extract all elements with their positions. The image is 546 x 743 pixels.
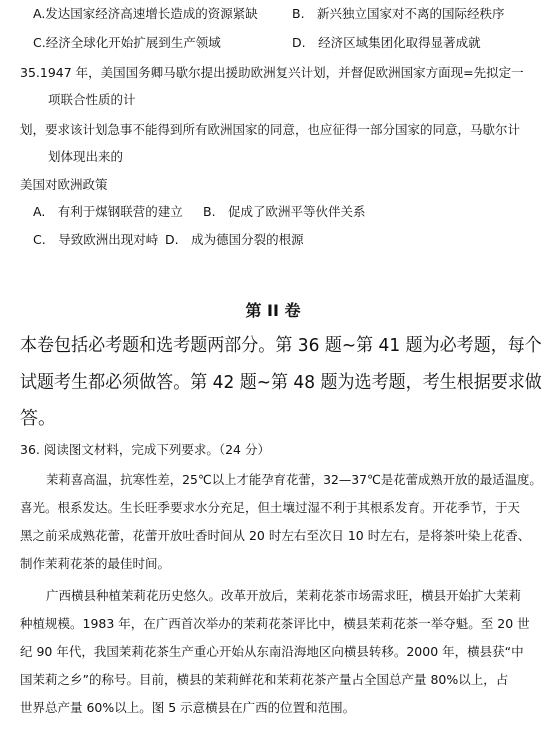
q35-option-c: C. 导致欧洲出现对峙	[33, 232, 159, 247]
section-title: 第 II 卷	[245, 301, 301, 320]
q35-stem-line3: 划，要求该计划急事不能得到所有欧洲国家的同意，也应征得一部分国家的同意，马歇尔计	[20, 122, 521, 137]
q34-option-b: B. 新兴独立国家对不离的国际经秩序	[292, 6, 505, 21]
q36-p1-line1: 茉莉喜高温，抗寒性差，25℃以上才能孕育花蕾，32—37℃是花蕾成熟开放的最适温度。	[46, 472, 542, 487]
q34-option-c: C.经济全球化开始扩展到生产领域	[33, 35, 221, 50]
q35-stem-line4: 划体现出来的	[48, 149, 124, 164]
q36-p1-line2: 喜光。根系发达。生长旺季要求水分充足，但土壤过湿不利于其根系发育。开花季节，于天	[20, 500, 521, 515]
section-intro-line3: 答。	[20, 408, 56, 429]
q36-p2-line2: 种植规模。1983 年，在广西首次举办的茉莉花茶评比中，横县茉莉花茶一举夺魁。至 20 世	[20, 616, 530, 631]
q36-p1-line4: 制作茉莉花茶的最佳时间。	[20, 556, 171, 571]
q35-stem-line5: 美国对欧洲政策	[20, 177, 108, 192]
q35-stem-line2: 项联合性质的计	[48, 92, 136, 107]
section-intro-line1: 本卷包括必考题和选考题两部分。第 36 题~第 41 题为必考题，每个	[20, 335, 542, 356]
q35-option-d: D. 成为德国分裂的根源	[165, 232, 304, 247]
q36-stem: 36. 阅读图文材料，完成下列要求。（24 分）	[20, 442, 270, 457]
q34-option-a: A.发达国家经济高速增长造成的资源紧缺	[33, 6, 258, 21]
q35-stem-line1: 35.1947 年，美国国务卿马歇尔提出援助欧洲复兴计划，并督促欧洲国家方面现=先拟定一	[20, 65, 524, 80]
q36-p2-line4: 国茉莉之乡”的称号。目前，横县的茉莉鲜花和茉莉花茶产量占全国总产量 80%以上，占	[20, 672, 509, 687]
q36-p2-line3: 纪 90 年代，我国茉莉花茶生产重心开始从东南沿海地区向横县转移。2000 年，横县获“中	[20, 644, 524, 659]
q35-option-a: A. 有利于煤钢联营的建立	[33, 204, 183, 219]
q36-p2-line5: 世界总产量 60%以上。图 5 示意横县在广西的位置和范围。	[20, 700, 356, 715]
q35-option-b: B. 促成了欧洲平等伙伴关系	[203, 204, 366, 219]
q34-option-d: D. 经济区域集团化取得显著成就	[292, 35, 481, 50]
section-intro-line2: 试题考生都必须做答。第 42 题~第 48 题为选考题，考生根据要求做	[20, 372, 542, 393]
q36-p2-line1: 广西横县种植茉莉花历史悠久。改革开放后，茉莉花茶市场需求旺，横县开始扩大茉莉	[46, 588, 522, 603]
q36-p1-line3: 黑之前采成熟花蕾，花蕾开放吐香时间从 20 时左右至次日 10 时左右，是将茶叶染上花香、	[20, 528, 531, 543]
